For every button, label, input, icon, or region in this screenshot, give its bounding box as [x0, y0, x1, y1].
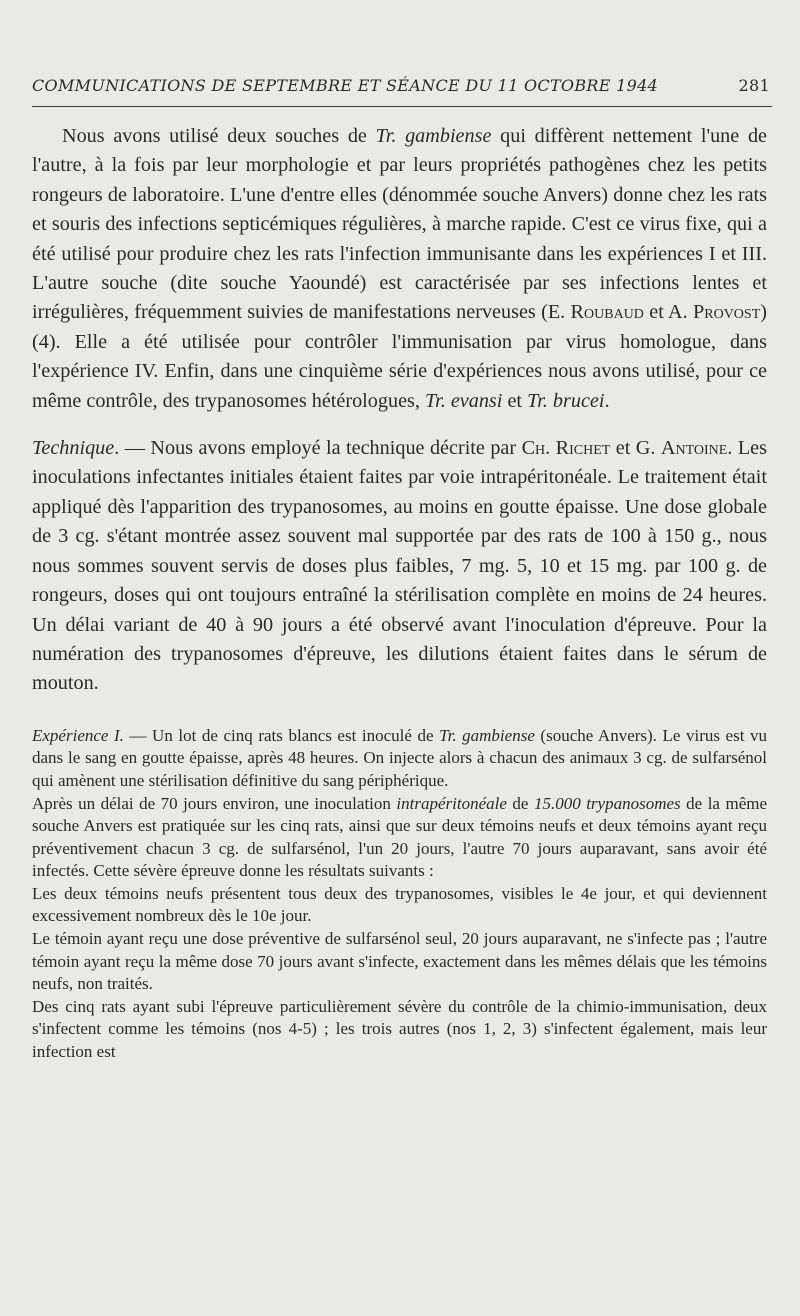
paragraph-five-rats: Des cinq rats ayant subi l'épreuve particulièrement sévère du contrôle de la chimio-immunisation, deux s'infectent comme les témoins (nos 4-5) ; les trois autres (nos 1, 2, 3) s'infectent également, mais leur infection est	[32, 996, 767, 1062]
paragraph-treated-controls: Le témoin ayant reçu une dose préventive de sulfarsénol seul, 20 jours auparavant, ne s'infecte pas ; l'autre témoin ayant reçu la même dose 70 jours avant s'infecte, exactement dans les mêmes délais que les témoins neufs, non traités.	[32, 929, 767, 994]
paragraph-challenge: Après un délai de 70 jours environ, une inoculation intrapéritonéale de 15.000 trypanosomes de la même souche Anvers est pratiquée sur les cinq rats, ainsi que sur deux témoins neufs et deux témoins ayant reçu préventivement chacun 3 cg. de sulfarsénol, l'un 20 jours, l'autre 70 jours auparavant, sans avoir été infectés. Cette sévère épreuve donne les résultats suivants :	[32, 793, 768, 881]
paragraph-new-controls: Les deux témoins neufs présentent tous deux des trypanosomes, visibles le 4e jour, et qui deviennent excessivement nombreux dès le 10e jour.	[32, 883, 767, 926]
running-title: COMMUNICATIONS DE SEPTEMBRE ET SÉANCE DU 11 OCTOBRE 1944	[32, 76, 659, 95]
paragraph-strains: Nous avons utilisé deux souches de Tr. gambiense qui diffèrent nettement l'une de l'autre, à la fois par leur morphologie et par leurs propriétés pathogènes chez les petits rongeurs de laboratoire. L'une d'entre elles (dénommée souche Anvers) donne chez les rats et souris des infections septicémiques régulières, à marche rapide. C'est ce virus fixe, qui a été utilisé pour produire chez les rats l'infection immunisante dans les expériences I et III. L'autre souche (dite souche Yaoundé) est caractérisée par ses infections lentes et irrégulières, fréquemment suivies de manifestations nerveuses (E. Roubaud et A. Provost) (4). Elle a été utilisée pour contrôler l'immunisation par virus homologue, dans l'expérience IV. Enfin, dans une cinquième série d'expériences nous avons utilisé, pour ce même contrôle, des trypanosomes hétérologues, Tr. evansi et Tr. brucei.	[32, 125, 767, 412]
body-text	[32, 122, 767, 1064]
page-number: 281	[738, 76, 770, 95]
header-rule	[32, 106, 772, 107]
paragraph-technique: Technique. — Nous avons employé la technique décrite par Ch. Richet et G. Antoine. Les inoculations infectantes initiales étaient faites par voie intrapéritonéale. Le traitement était appliqué dès l'apparition des trypanosomes, au moins en goutte épaisse. Une dose globale de 3 cg. s'étant montrée assez souvent mal supportée par des rats de 100 à 150 g., nous nous sommes souvent servis de doses plus faibles, 7 mg. 5, 10 et 15 mg. par 100 g. de rongeurs, doses qui ont toujours entraîné la stérilisation complète en moins de 24 heures. Un délai variant de 40 à 90 jours a été observé avant l'inoculation d'épreuve. Pour la numération des trypanosomes d'épreuve, les dilutions étaient faites dans le sérum de mouton.	[32, 437, 767, 695]
running-header	[32, 76, 770, 95]
paragraph-experience-1: Expérience I. — Un lot de cinq rats blancs est inoculé de Tr. gambiense (souche Anvers). Le virus est vu dans le sang en goutte épaisse, après 48 heures. On injecte alors à chacun des animaux 3 cg. de sulfarsénol qui amènent une stérilisation définitive du sang périphérique.	[32, 725, 767, 790]
